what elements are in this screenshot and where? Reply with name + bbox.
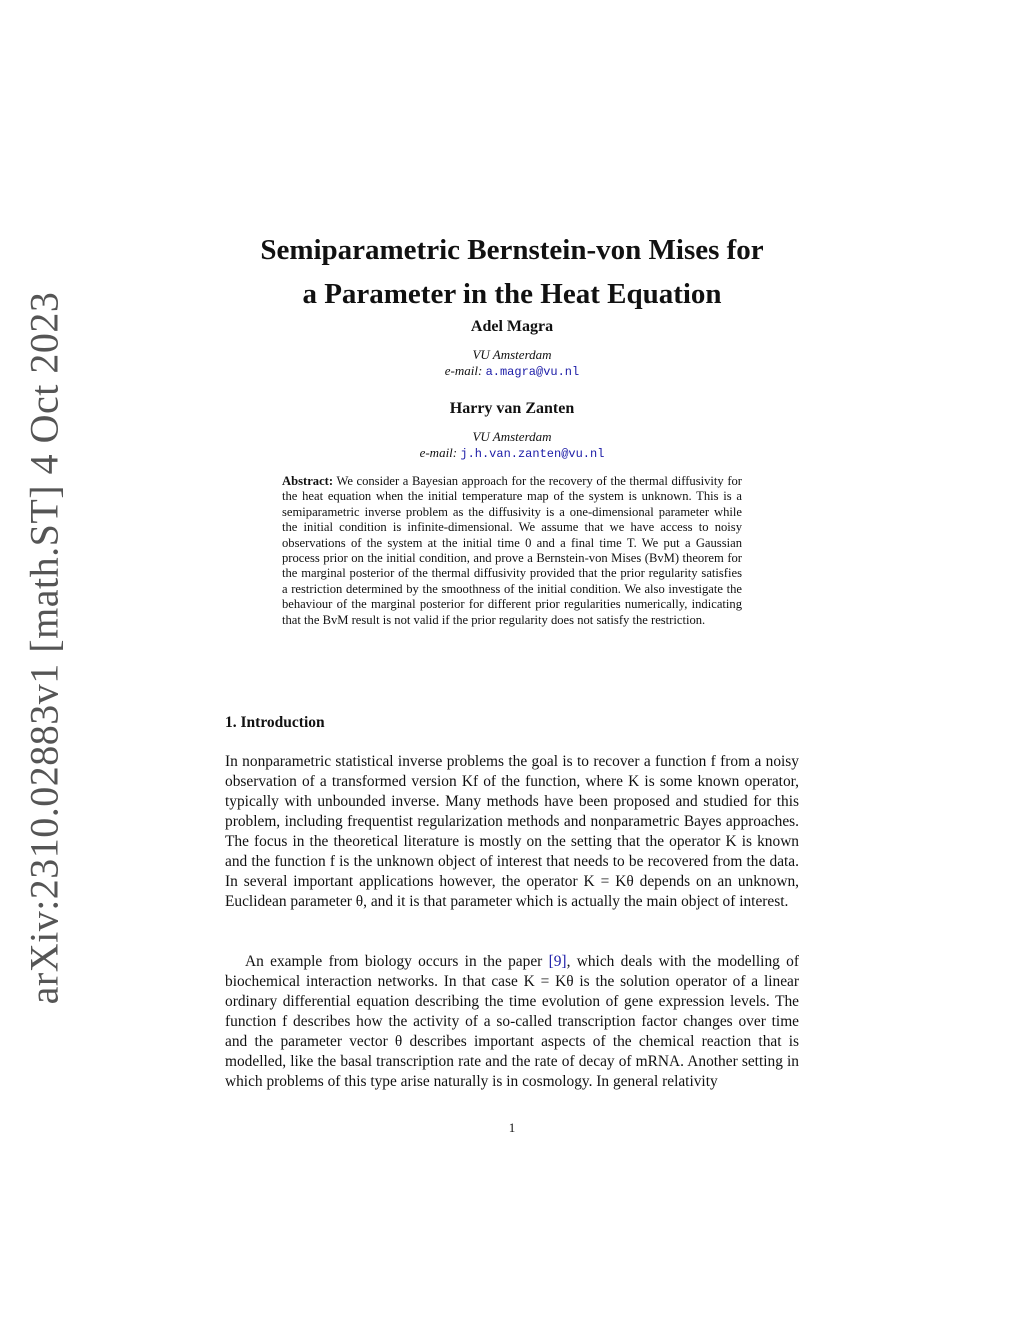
title-line: a Parameter in the Heat Equation <box>302 278 722 310</box>
arxiv-identifier-text: arXiv:2310.02883v1 [math.ST] 4 Oct 2023 <box>21 291 67 1005</box>
paper-title <box>180 228 844 316</box>
paragraph-text: An example from biology occurs in the paper <box>245 953 549 970</box>
page-number: 1 <box>508 1120 516 1135</box>
author-affiliation: VU Amsterdam <box>472 347 552 362</box>
email-link[interactable]: a.magra@vu.nl <box>485 365 580 379</box>
author-email-line <box>312 363 712 379</box>
section-heading: 1. Introduction <box>225 714 325 731</box>
intro-paragraph <box>225 952 799 1092</box>
abstract-text: We consider a Bayesian approach for the recovery of the thermal diffusivity for the heat equation when the initial temperature map of the system is unknown. This is a semiparametric inverse problem as the diffusivity is a one-dimensional parameter while the initial condition is infinite-dimensional. We assume that we have access to noisy observations of the system at the initial time 0 and a final time T. We put a Gaussian process prior on the initial condition, and prove a Bernstein-von Mises (BvM) theorem for the marginal posterior of the thermal diffusivity provided that the prior regularity satisfies a restriction determined by the smoothness of the initial condition. We also investigate the behaviour of the marginal posterior for different prior regularities numerically, indicating that the BvM result is not valid if the prior regularity does not satisfy the restriction. <box>282 474 743 627</box>
title-line: Semiparametric Bernstein-von Mises for <box>260 234 764 266</box>
author-name: Adel Magra <box>470 318 554 335</box>
email-label: e-mail: <box>419 445 458 460</box>
email-label: e-mail: <box>444 363 483 378</box>
intro-paragraph: In nonparametric statistical inverse problems the goal is to recover a function f from a noisy observation of a transformed version Kf of the function, where K is some known operator, typically with unbounded inverse. Many methods have been proposed and studied for this problem, including frequentist regularization methods and nonparametric Bayes approaches. The focus in the theoretical literature is mostly on the setting that the operator K is known and the function f is the unknown object of interest that needs to be recovered from the data. In several important applications however, the operator K = Kθ depends on an unknown, Euclidean parameter θ, and it is that parameter which is actually the main object of interest. <box>225 753 799 910</box>
author-affiliation: VU Amsterdam <box>472 429 552 444</box>
abstract-label: Abstract: <box>282 474 334 488</box>
paragraph-text: , which deals with the modelling of biochemical interaction networks. In that case K = Kθ is the solution operator of a linear ordinary differential equation describing the time evolution of gene expression levels. The function f describes how the activity of a so-called transcription factor changes over time and the parameter vector θ describes important aspects of the chemical reaction that is modelled, like the basal transcription rate and the rate of decay of mRNA. Another setting in which problems of this type arise naturally is in cosmology. In general relativity <box>225 953 799 1090</box>
email-link[interactable]: j.h.van.zanten@vu.nl <box>460 447 605 461</box>
citation-link[interactable]: [9] <box>548 953 567 970</box>
author-email-line <box>312 445 712 461</box>
abstract <box>282 474 742 628</box>
author-name: Harry van Zanten <box>449 400 575 417</box>
